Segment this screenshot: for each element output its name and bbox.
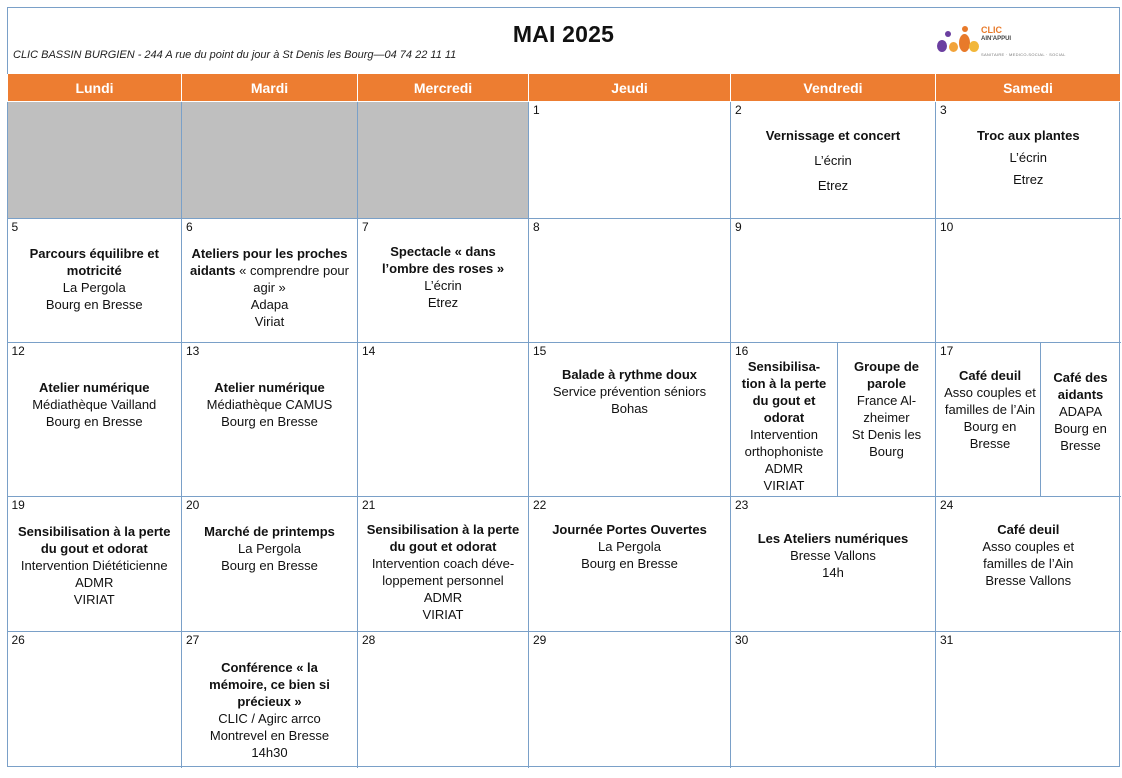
event-place: La Pergola [598,539,661,554]
day-number: 15 [533,344,547,358]
day-number: 14 [362,344,376,358]
event-title: Troc aux plantes [976,128,1080,143]
event-town: Bourg en Bresse [45,297,143,312]
day-number: 2 [735,103,742,117]
event-place: L’écrin [424,278,462,293]
event-time: 14h30 [251,745,288,760]
event-town: St Denis les Bourg [851,427,922,459]
event-organizer: ADMR [764,461,804,476]
day-cell [358,219,529,343]
day-cell [358,343,529,497]
day-cell [8,497,182,632]
weekday-header-row [8,74,1121,102]
event-organizer: ADMR [423,590,463,605]
event-title: Café deuil [997,522,1060,537]
day-cell [936,632,1121,768]
calendar-grid [7,74,1121,768]
day-cell [358,497,529,632]
event-organizer: Asso couples et familles de l’Ain [982,539,1075,571]
event [1042,369,1119,454]
event-town: Bourg en Bresse [45,414,143,429]
event-subtitle: « comprendre pour agir » [235,263,349,295]
event-title: Parcours équilibre et motricité [29,246,159,278]
weekday-header: Samedi [936,74,1121,102]
event-organizer: CLIC / Agirc arrco [218,711,321,726]
event-time: 14h [822,565,844,580]
day-number: 3 [940,103,947,117]
event-organizer: Intervention orthophoniste [744,427,824,459]
day-cell [936,102,1121,219]
logo-dot-icon [945,31,951,37]
event [10,523,180,608]
cell-divider [1040,343,1041,496]
event-town: Bourg en Bresse [1054,421,1107,453]
day-number: 22 [533,498,547,512]
event-title: Vernissage et concert [765,128,901,143]
event [966,521,1091,589]
event-place: L’écrin [1009,150,1048,165]
event-title: Sensibilisation à la perte du gout et odorat [366,522,520,554]
event-organizer: Asso couples et familles de l’Ain [944,385,1036,417]
week-row [8,632,1121,768]
day-cell [936,219,1121,343]
day-cell [936,497,1121,632]
weekday-header: Lundi [8,74,182,102]
logo-dot-icon [937,40,947,52]
event-title: Marché de printemps [204,524,335,539]
event [10,379,180,430]
organization-address: CLIC BASSIN BURGIEN - 244 A rue du point du jour à St Denis les Bourg—04 74 22 11 11 [13,49,457,61]
day-number: 1 [533,103,540,117]
day-number: 24 [940,498,954,512]
day-cell [731,632,936,768]
event [733,358,835,494]
empty-day-cell [358,102,529,219]
day-number: 26 [11,633,25,647]
weekday-header: Jeudi [529,74,731,102]
event-organizer: Adapa [250,297,289,312]
day-number: 13 [186,344,200,358]
day-number: 29 [533,633,547,647]
cell-divider [837,343,838,496]
event [938,127,1119,188]
event-town: Bourg en Bresse [963,419,1017,451]
logo-dot-icon [949,42,958,52]
empty-day-cell [8,102,182,219]
event-organizer: Intervention Diététicienne [20,558,168,573]
day-cell [8,343,182,497]
day-cell [731,497,936,632]
event-town: Bourg en Bresse [221,558,318,573]
event-title: Balade à rythme doux [561,367,698,382]
event [733,530,933,581]
day-number: 21 [362,498,376,512]
day-number: 6 [186,220,193,234]
logo-dot-icon [969,41,979,52]
week-row [8,497,1121,632]
event-place: La Pergola [238,541,301,556]
event-place: Médiathèque CAMUS [206,397,333,412]
day-number: 20 [186,498,200,512]
event-town: VIRIAT [763,478,805,493]
day-number: 31 [940,633,954,647]
day-number: 28 [362,633,376,647]
event-organizer: France Al-zheimer [856,393,917,425]
week-row [8,102,1121,219]
event [531,521,728,572]
calendar-header [7,7,1120,74]
page-title: MAI 2025 [512,21,615,47]
logo-subname: AIN'APPUI [981,36,1012,42]
day-cell [731,219,936,343]
clic-logo [935,24,1066,64]
event-title: Atelier numérique [214,380,325,395]
day-number: 12 [11,344,25,358]
empty-day-cell [182,102,358,219]
day-cell [182,632,358,768]
day-cell [182,497,358,632]
event-organizer: Service prévention séniors [552,384,707,399]
day-cell [731,343,936,497]
day-number: 7 [362,220,369,234]
event [942,367,1038,452]
logo-dot-icon [959,34,970,52]
day-number: 9 [735,220,742,234]
event-town: Etrez [1013,172,1044,187]
event-town: Bresse Vallons [985,573,1072,588]
weekday-header: Mardi [182,74,358,102]
week-row [8,219,1121,343]
event-organizer: ADMR [75,575,114,590]
event-town: VIRIAT [73,592,115,607]
day-number: 17 [940,344,954,358]
day-number: 16 [735,344,749,358]
event-title: Café des aidants [1053,370,1108,402]
event-title: Sensibilisation à la perte du gout et odorat [18,524,171,556]
event-title: Spectacle « dans l’ombre des roses » [381,244,505,276]
event [376,243,510,311]
weekday-header: Mercredi [358,74,529,102]
event-title: Groupe de parole [853,359,919,391]
event-title: Journée Portes Ouvertes [552,522,707,537]
day-cell [529,632,731,768]
event-title: Sensibilisa-tion à la perte du gout et odorat [741,359,827,425]
event-title: Les Ateliers numériques [757,531,909,546]
event [192,659,347,761]
day-number: 19 [11,498,25,512]
event [184,379,355,430]
event-town: Etrez [427,295,459,310]
day-cell [731,102,936,219]
day-cell [358,632,529,768]
event-town: Bohas [611,401,648,416]
day-cell [529,102,731,219]
event-title-block [184,245,355,296]
day-number: 27 [186,633,200,647]
event-place: Médiathèque Vailland [32,397,157,412]
event [733,127,933,194]
event-organizer: Intervention coach déve-loppement personnel [371,556,515,588]
event [184,245,355,330]
day-cell [936,343,1121,497]
day-cell [182,219,358,343]
event-town: Bourg en Bresse [581,556,678,571]
day-cell [529,219,731,343]
event-title: Atelier numérique [38,380,150,395]
event-title: Conférence « la mémoire, ce bien si précieux » [209,660,330,709]
event [531,366,728,417]
day-cell [8,632,182,768]
event [20,245,170,313]
event-town: Bourg en Bresse [221,414,318,429]
event-town: Montrevel en Bresse [209,728,330,743]
day-cell [529,343,731,497]
event-town: Bresse Vallons [790,548,876,563]
event [839,358,934,460]
day-number: 5 [11,220,19,234]
day-number: 10 [940,220,954,234]
day-number: 30 [735,633,749,647]
event-organizer: ADAPA [1058,404,1103,419]
event-title: Ateliers pour les proches aidants [190,246,348,278]
event-place: L’écrin [814,153,852,168]
event-town: VIRIAT [422,607,464,622]
day-number: 23 [735,498,749,512]
event-place: La Pergola [62,280,126,295]
event [184,523,355,574]
logo-name: CLIC [981,25,1002,35]
day-cell [8,219,182,343]
event-town: Etrez [817,178,849,193]
day-cell [529,497,731,632]
day-number: 8 [533,220,540,234]
event-title: Café deuil [958,368,1022,383]
event [366,521,520,623]
event-town: Viriat [254,314,285,329]
logo-tagline: SANITAIRE · MEDICO-SOCIAL · SOCIAL [981,52,1066,57]
weekday-header: Vendredi [731,74,936,102]
logo-dot-icon [962,26,968,32]
week-row [8,343,1121,497]
day-cell [182,343,358,497]
